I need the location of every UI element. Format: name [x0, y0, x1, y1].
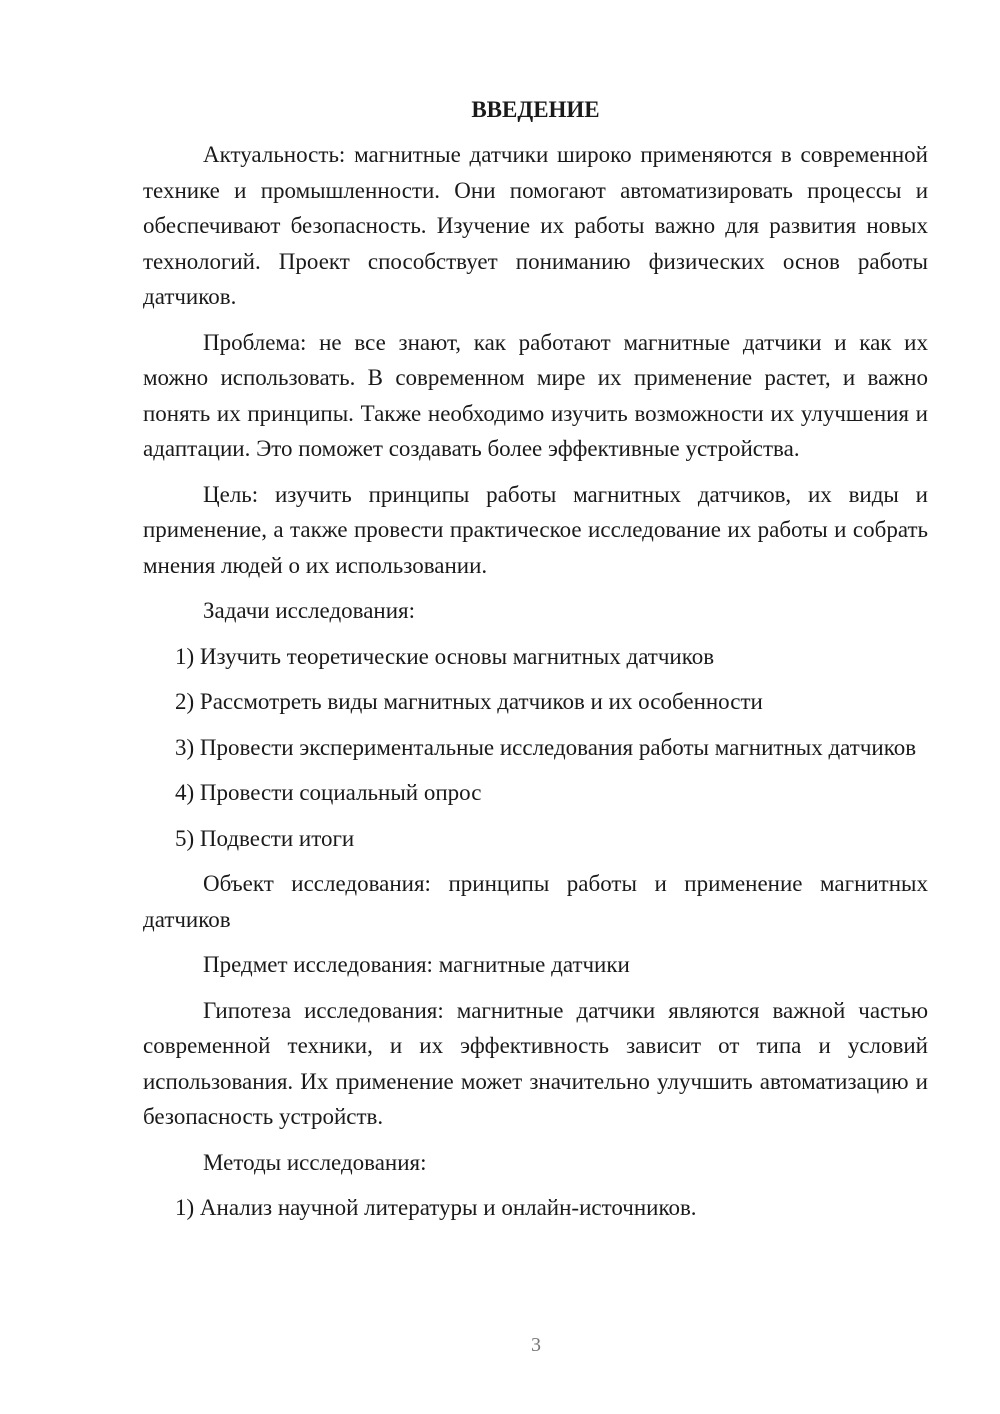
tasks-heading: Задачи исследования: — [203, 598, 416, 623]
task-item-5: 5) Подвести итоги — [175, 825, 355, 851]
task-item-3: 3) Провести экспериментальные исследования работы магнитных датчиков — [175, 734, 917, 760]
page-title: ВВЕДЕНИЕ — [471, 97, 600, 122]
task-item-2: 2) Рассмотреть виды магнитных датчиков и их особенности — [175, 689, 763, 714]
problem-paragraph: Проблема: не все знают, как работают магнитные датчики и как их можно использовать. В современном мире их применение растет, и важно понять их принципы. Также необходимо изучить возможности их улучшения и адаптации. Это поможет создавать более эффективные устройства. — [143, 329, 928, 461]
task-item-4: 4) Провести социальный опрос — [175, 780, 482, 805]
subject-paragraph: Предмет исследования: магнитные датчики — [203, 952, 630, 977]
document-page — [143, 92, 928, 1236]
goal-paragraph: Цель: изучить принципы работы магнитных датчиков, их виды и применение, а также провести практическое исследование их работы и собрать мнения людей о их использовании. — [143, 481, 928, 578]
method-item-1: 1) Анализ научной литературы и онлайн-источников. — [175, 1195, 697, 1220]
page-number: 3 — [531, 1334, 541, 1356]
relevance-paragraph: Актуальность: магнитные датчики широко применяются в современной технике и промышленности. Они помогают автоматизировать процессы и обеспечивают безопасность. Изучение их работы важно для развития новых технологий. Проект способствует пониманию физических основ работы датчиков. — [143, 142, 928, 309]
hypothesis-paragraph: Гипотеза исследования: магнитные датчики являются важной частью современной техники, и их эффективность зависит от типа и условий использования. Их применение может значительно улучшить автоматизацию и безопасность устройств. — [143, 997, 928, 1129]
task-item-1: 1) Изучить теоретические основы магнитных датчиков — [175, 643, 715, 669]
methods-heading: Методы исследования: — [203, 1149, 427, 1175]
object-paragraph: Объект исследования: принципы работы и применение магнитных датчиков — [143, 871, 928, 932]
